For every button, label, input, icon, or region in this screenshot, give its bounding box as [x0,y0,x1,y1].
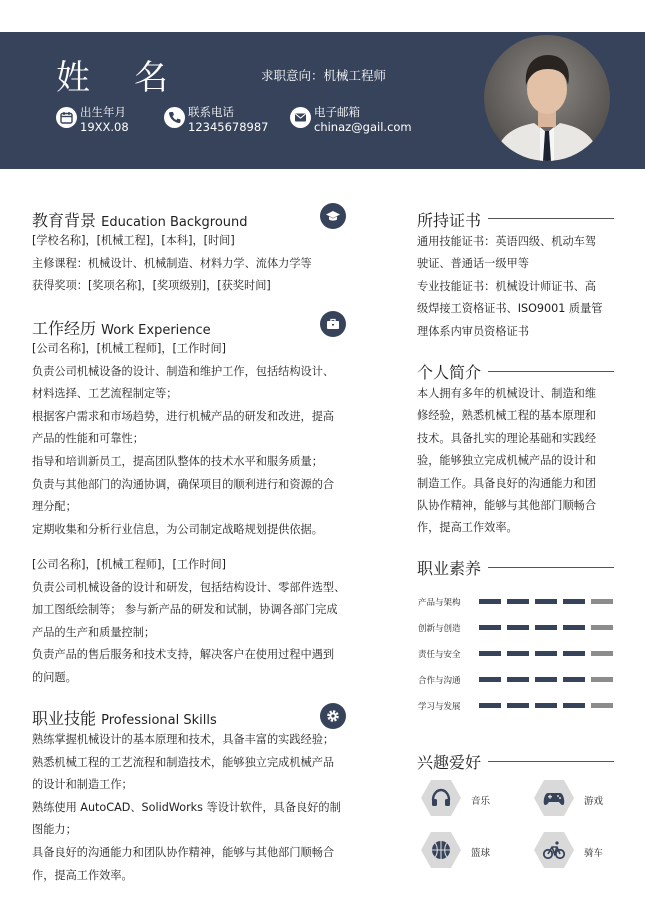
skills-title-cn: 职业技能 [32,709,97,728]
hobby-cycling-label: 骑车 [584,848,604,859]
quality-bar-empty [591,651,613,656]
work-title-cn: 工作经历 [32,319,97,338]
skills-title [32,706,217,729]
quality-bar-filled [535,651,557,656]
hobbies-title: 兴趣爱好 [417,753,482,772]
quality-label: 责任与安全 [418,650,461,660]
skills-title-en: Professional Skills [101,713,217,728]
work-line: 理分配； [32,500,77,514]
quality-label: 学习与发展 [418,702,461,712]
mail-icon [290,107,311,128]
certificate-line: 专业技能证书：机械设计师证书、高 [417,279,597,293]
briefcase-icon [320,311,346,337]
work-line: 负责公司机械设备的设计和研发，包括结构设计、零部件选型、 [32,580,346,594]
profile-line: 作，提高工作效率。 [417,521,518,535]
quality-bar-empty [591,625,613,630]
certificates-rule [488,218,614,219]
profile-line: 本人拥有多年的机械设计、制造和维 [417,387,597,400]
work-title [32,316,211,339]
quality-label: 产品与架构 [418,598,461,608]
quality-bar-filled [563,625,585,630]
profile-line: 队协作精神，能够与其他部门顺畅合 [417,499,597,513]
work-line: 的问题。 [32,670,77,684]
quality-bar-empty [591,599,613,604]
work-line: 负责与其他部门的沟通协调，确保项目的顺利进行和资源的合 [32,477,335,491]
quality-label: 创新与创造 [418,624,461,634]
work-line: [公司名称]，[机械工程师]，[工作时间] [32,558,227,571]
phone-value: 12345678987 [188,120,269,134]
skills-line: 熟练使用 AutoCAD、SolidWorks 等设计软件，具备良好的制 [32,800,341,814]
skills-line: 熟练掌握机械设计的基本原理和技术，具备丰富的实践经验； [32,733,335,746]
profile-line: 验，能够独立完成机械产品的设计和 [417,454,597,468]
profile-line: 技术。具备扎实的理论基础和实践经 [417,431,597,445]
gamepad-icon [534,780,574,816]
work-line: 产品的生产和质量控制； [32,625,156,639]
education-title-en: Education Background [101,215,248,230]
quality-bar-empty [591,703,613,708]
quality-bar-filled [535,703,557,708]
work-line: 加工图纸绘制等； 参与新产品的研发和试制，协调各部门完成 [32,603,338,617]
quality-bar-filled [479,599,501,604]
certificates-title: 所持证书 [417,211,482,230]
quality-bar-filled [535,677,557,682]
qualities-title: 职业素养 [417,559,482,578]
quality-bar-filled [507,703,529,708]
education-title-cn: 教育背景 [32,211,97,230]
work-lines-2 [32,554,345,690]
education-line: [学校名称]，[机械工程]，[本科]，[时间] [32,234,235,247]
work-title-en: Work Experience [101,323,211,338]
candidate-name: 姓名 [56,58,212,98]
profile-rule [488,371,614,372]
hobby-basketball-label: 篮球 [471,848,491,859]
quality-label: 合作与沟通 [418,676,461,686]
quality-bar-filled [479,703,501,708]
certificate-line: 驶证、普通话一级甲等 [417,257,529,271]
education-title [32,208,248,231]
graduation-cap-icon [320,203,346,229]
qualities-rule [488,567,614,568]
skills-line: 图能力； [32,823,77,837]
bicycle-icon [534,832,574,868]
quality-bar-filled [507,677,529,682]
work-line: 产品的性能和可靠性； [32,432,144,446]
certificates-lines [417,231,603,343]
quality-bar-filled [535,625,557,630]
skills-line: 的设计和制造工作； [32,778,133,792]
work-line: 负责公司机械设备的设计、制造和维护工作，包括结构设计、 [32,364,335,378]
skills-line: 作，提高工作效率。 [32,868,133,882]
work-line: [公司名称]，[机械工程师]，[工作时间] [32,342,227,355]
phone-label: 联系电话 [188,105,234,119]
email-value: chinaz@gail.com [314,120,412,134]
profile-photo [484,35,610,161]
basketball-icon [421,832,461,868]
work-line: 定期收集和分析行业信息，为公司制定战略规划提供依据。 [32,522,323,536]
profile-line: 修经验，熟悉机械工程的基本原理和 [417,409,597,423]
hobbies-rule [488,761,614,762]
work-line: 材料选择、工艺流程制定等； [32,387,178,401]
calendar-icon [56,107,77,128]
birth-label: 出生年月 [80,105,126,119]
work-lines-1 [32,338,334,541]
education-line: 主修课程：机械设计、机械制造、材料力学、流体力学等 [32,256,312,270]
profile-lines [417,383,596,540]
email-label: 电子邮箱 [314,105,360,119]
work-line: 根据客户需求和市场趋势，进行机械产品的研发和改进，提高 [32,409,335,423]
birth-value: 19XX.08 [80,120,129,134]
phone-icon [164,107,185,128]
hobby-music-label: 音乐 [471,796,491,807]
quality-bar-filled [479,651,501,656]
skills-line: 熟悉机械工程的工艺流程和制造技术，能够独立完成机械产品 [32,755,335,769]
certificate-line: 理体系内审员资格证书 [417,324,529,338]
certificate-line: 级焊接工资格证书、ISO9001 质量管 [417,302,603,316]
headphones-icon [421,780,461,816]
quality-bar-filled [563,703,585,708]
quality-bar-filled [507,599,529,604]
profile-line: 制造工作。具备良好的沟通能力和团 [417,476,597,490]
work-line: 负责产品的售后服务和技术支持，解决客户在使用过程中遇到 [32,648,335,662]
skills-lines [32,729,341,887]
skills-line: 具备良好的沟通能力和团队协作精神，能够与其他部门顺畅合 [32,845,335,859]
quality-bar-empty [591,677,613,682]
quality-bar-filled [479,677,501,682]
quality-bar-filled [507,625,529,630]
job-intent: 求职意向：机械工程师 [261,68,387,83]
education-line: 获得奖项：[奖项名称]，[奖项级别]，[获奖时间] [32,279,271,293]
quality-bar-filled [563,651,585,656]
certificate-line: 通用技能证书：英语四级、机动车驾 [417,235,597,248]
gear-icon [320,703,346,729]
profile-title: 个人简介 [417,363,482,382]
quality-bar-filled [563,677,585,682]
work-line: 指导和培训新员工，提高团队整体的技术水平和服务质量； [32,454,323,468]
quality-bar-filled [507,651,529,656]
quality-bar-filled [563,599,585,604]
education-lines [32,230,312,298]
quality-bar-filled [479,625,501,630]
quality-bar-filled [535,599,557,604]
hobby-game-label: 游戏 [584,796,604,807]
